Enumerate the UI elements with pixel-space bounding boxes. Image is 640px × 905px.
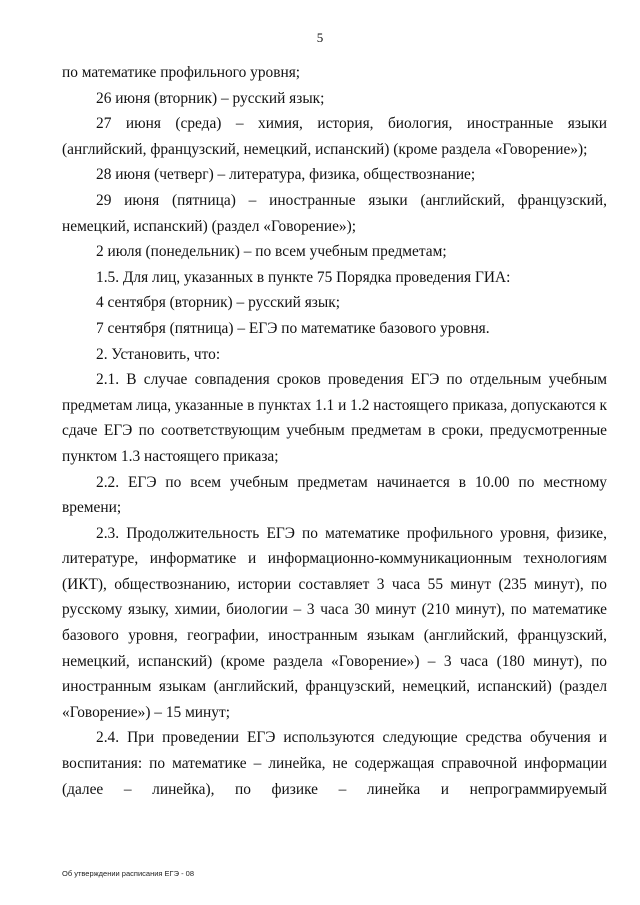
document-footer: Об утверждении расписания ЕГЭ - 08 (62, 869, 195, 878)
paragraph: 2.4. При проведении ЕГЭ используются следующие средства обучения и воспитания: по математике – линейка, не содержащая справочной информации (далее – линейка), по физике – линейка и непрограммируемый (62, 729, 607, 798)
paragraph: 26 июня (вторник) – русский язык; (96, 89, 325, 107)
page-number: 5 (316, 30, 324, 45)
paragraph: 2 июля (понедельник) – по всем учебным предметам; (96, 243, 447, 261)
paragraph: по математике профильного уровня; (62, 64, 301, 81)
paragraph: 2. Установить, что: (96, 345, 221, 363)
paragraph: 4 сентября (вторник) – русский язык; (96, 294, 340, 312)
paragraph: 7 сентября (пятница) – ЕГЭ по математике базового уровня. (96, 319, 490, 337)
document-body (62, 60, 607, 802)
paragraph: 2.3. Продолжительность ЕГЭ по математике профильного уровня, физике, литературе, информатике и информационно-коммуникационным технологиям (ИКТ), обществознанию, истории составляет 3 часа 55 минут (235 минут), по русскому языку, химии, биологии – 3 часа 30 минут (210 минут), по математике базового уровня, географии, иностранным языкам (английский, французский, немецкий, испанский) (кроме раздела «Говорение») – 3 часа (180 минут), по иностранным языкам (английский, французский, немецкий, испанский) (раздел «Говорение») – 15 минут; (62, 524, 607, 721)
paragraph: 28 июня (четверг) – литература, физика, обществознание; (96, 166, 476, 184)
paragraph: 29 июня (пятница) – иностранные языки (английский, французский, немецкий, испанский) (раздел «Говорение»); (62, 191, 607, 235)
paragraph: 2.2. ЕГЭ по всем учебным предметам начинается в 10.00 по местному времени; (62, 473, 607, 517)
paragraph: 2.1. В случае совпадения сроков проведения ЕГЭ по отдельным учебным предметам лица, указанные в пунктах 1.1 и 1.2 настоящего приказа, допускаются к сдаче ЕГЭ по соответствующим учебным предметам в сроки, предусмотренные пунктом 1.3 настоящего приказа; (62, 371, 607, 465)
paragraph: 27 июня (среда) – химия, история, биология, иностранные языки (английский, французский, немецкий, испанский) (кроме раздела «Говорение»); (62, 115, 607, 158)
paragraph: 1.5. Для лиц, указанных в пункте 75 Порядка проведения ГИА: (96, 268, 511, 286)
